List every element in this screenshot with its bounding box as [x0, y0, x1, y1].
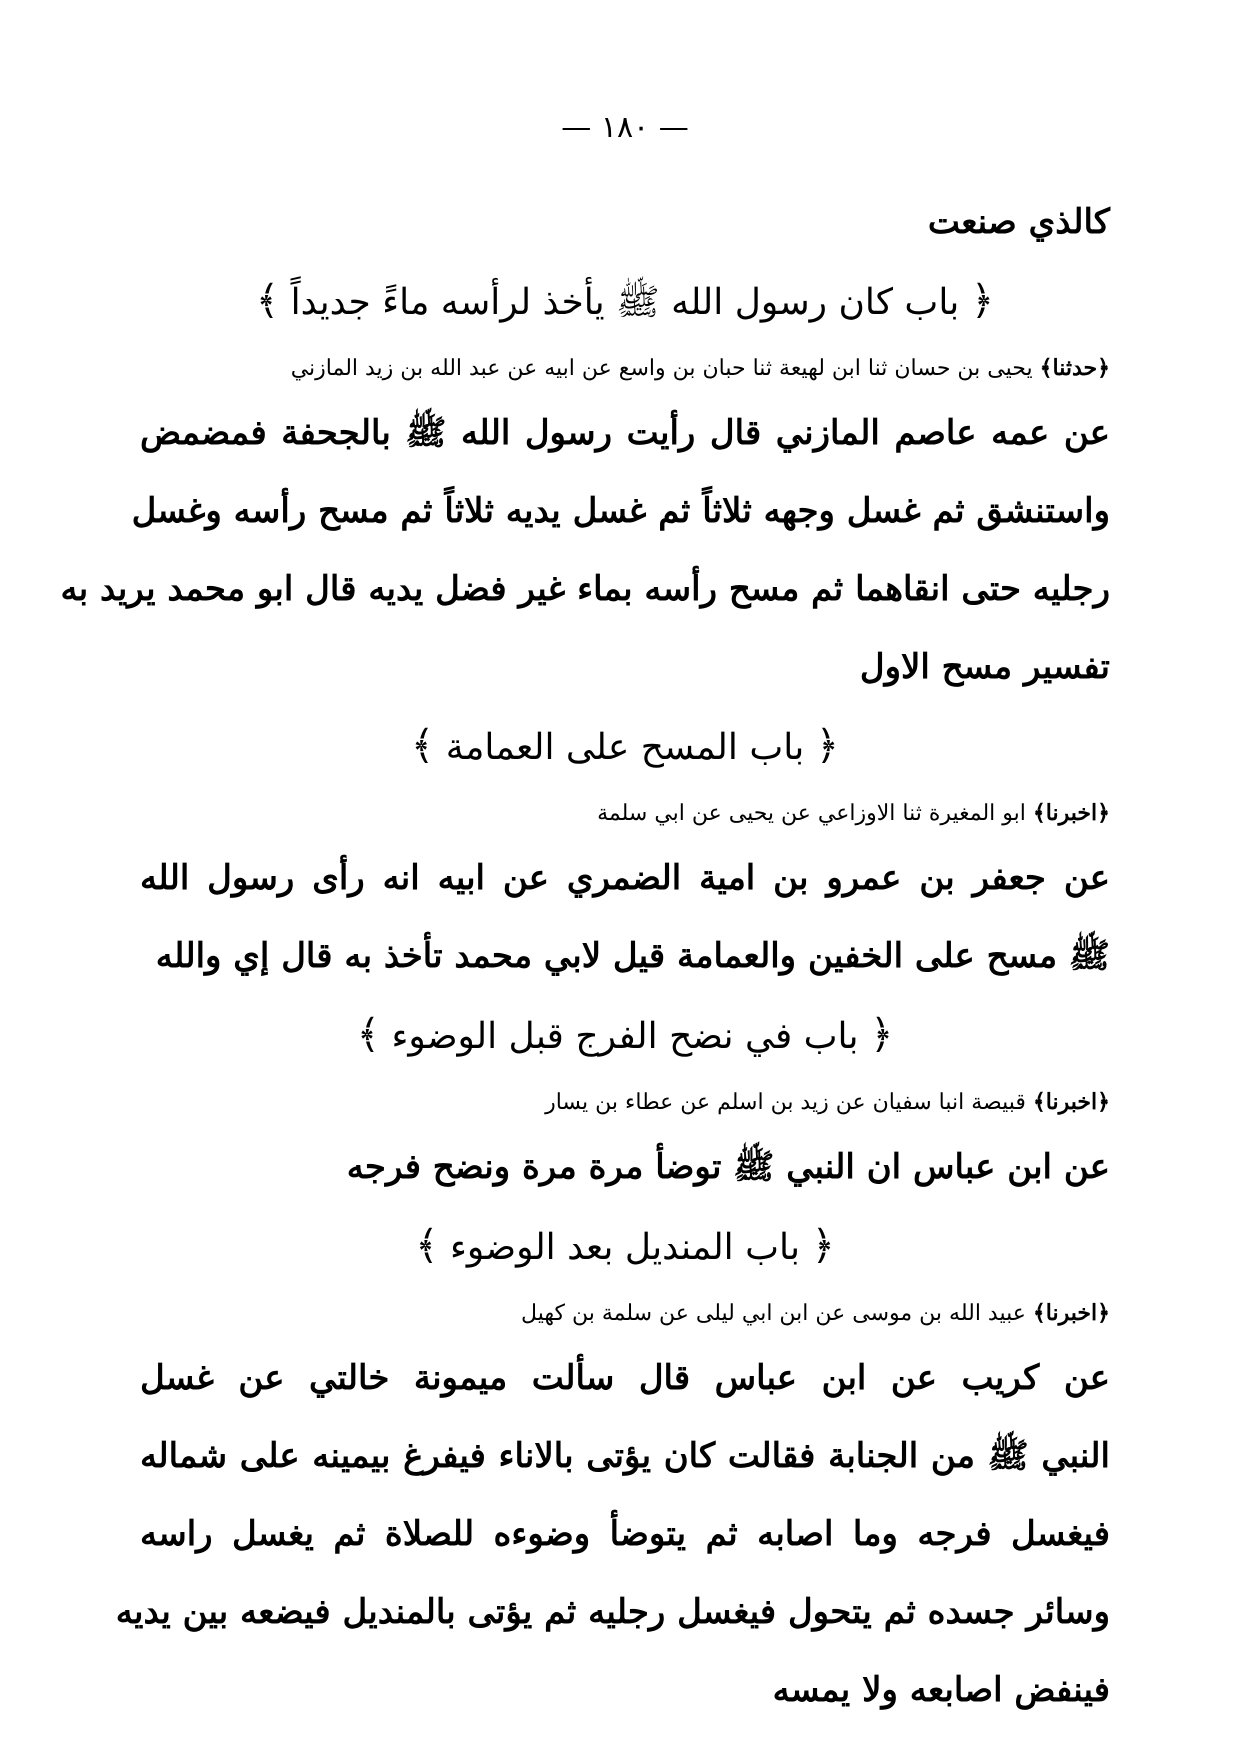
hadith-text-line: تفسير مسح الاول — [859, 647, 1110, 687]
isnad-label: اخبرنا — [1045, 1300, 1098, 1326]
hadith-text-line: واستنشق ثم غسل وجهه ثلاثاً ثم غسل يديه ثلاثاً ثم مسح رأسه وغسل — [131, 491, 1110, 531]
hadith-text-line: النبي ﷺ من الجنابة فقالت كان يؤتى بالاناء فيفرغ بيمينه على شماله — [140, 1436, 1110, 1476]
chapter-title-text: باب في نضح الفرج قبل الوضوء — [391, 1016, 859, 1057]
isnad-line — [140, 1288, 1110, 1339]
ornate-bracket-close: ﴾ — [255, 278, 280, 324]
ornate-bracket-close: ﴾ — [410, 723, 435, 769]
isnad-text: قبيصة انبا سفيان عن زيد بن اسلم عن عطاء بن يسار — [545, 1090, 1026, 1115]
isnad-line — [140, 788, 1110, 839]
ornate-bracket-open: ﴿ — [970, 278, 995, 324]
isnad-bracket-open: ﴿ — [1097, 355, 1110, 381]
sections-container — [60, 261, 1110, 1729]
hadith-text-line: عن كريب عن ابن عباس قال سألت ميمونة خالتي عن غسل — [140, 1358, 1110, 1398]
ornate-bracket-open: ﴿ — [811, 1223, 835, 1269]
chapter-title — [140, 1206, 1110, 1288]
isnad-bracket-close: ﴾ — [1032, 800, 1046, 826]
ornate-bracket-close: ﴾ — [356, 1012, 380, 1058]
chapter-title — [140, 995, 1110, 1077]
hadith-text-line: فيغسل فرجه وما اصابه ثم يتوضأ وضوءه للصلاة ثم يغسل راسه — [140, 1514, 1110, 1554]
hadith-text-line: عن عمه عاصم المازني قال رأيت رسول الله ﷺ بالجحفة فمضمض — [140, 413, 1110, 453]
chapter-title-text: باب كان رسول الله ﷺ يأخذ لرأسه ماءً جديداً — [290, 282, 960, 323]
hadith-text-line: رجليه حتى انقاهما ثم مسح رأسه بماء غير فضل يديه قال ابو محمد يريد به — [60, 569, 1110, 609]
continuation-text: كالذي صنعت — [927, 202, 1110, 242]
isnad-bracket-close: ﴾ — [1039, 355, 1053, 381]
ornate-bracket-open: ﴿ — [815, 723, 840, 769]
ornate-bracket-open: ﴿ — [869, 1012, 894, 1058]
isnad-label: حدثنا — [1052, 355, 1098, 381]
isnad-bracket-open: ﴿ — [1097, 1089, 1110, 1115]
hadith-text-line: فينفض اصابعه ولا يمسه — [772, 1670, 1110, 1710]
chapter-title-text: باب المسح على العمامة — [445, 727, 805, 768]
isnad-line — [140, 343, 1110, 394]
isnad-text: عبيد الله بن موسى عن ابن ابي ليلى عن سلمة بن كهيل — [521, 1301, 1026, 1326]
isnad-text: ابو المغيرة ثنا الاوزاعي عن يحيى عن ابي سلمة — [597, 801, 1026, 826]
isnad-text: يحيى بن حسان ثنا ابن لهيعة ثنا حبان بن واسع عن ابيه عن عبد الله بن زيد المازني — [290, 356, 1033, 381]
isnad-line — [140, 1077, 1110, 1128]
hadith-text-line: ﷺ مسح على الخفين والعمامة قيل لابي محمد تأخذ به قال إي والله — [155, 936, 1110, 976]
isnad-bracket-open: ﴿ — [1097, 1300, 1110, 1326]
chapter-title — [140, 261, 1110, 343]
hadith-text-line: عن ابن عباس ان النبي ﷺ توضأ مرة مرة ونضح فرجه — [346, 1147, 1110, 1187]
isnad-bracket-close: ﴾ — [1032, 1089, 1046, 1115]
isnad-label: اخبرنا — [1045, 800, 1098, 826]
page-number: — ١٨٠ — — [561, 110, 689, 145]
hadith-text-line: عن جعفر بن عمرو بن امية الضمري عن ابيه انه رأى رسول الله — [140, 858, 1110, 898]
hadith-text-line: وسائر جسده ثم يتحول فيغسل رجليه ثم يؤتى بالمنديل فيضعه بين يديه — [115, 1592, 1110, 1632]
chapter-title-text: باب المنديل بعد الوضوء — [450, 1227, 800, 1268]
chapter-title — [140, 706, 1110, 788]
isnad-label: اخبرنا — [1045, 1089, 1098, 1115]
isnad-bracket-close: ﴾ — [1032, 1300, 1046, 1326]
ornate-bracket-close: ﴾ — [415, 1223, 439, 1269]
isnad-bracket-open: ﴿ — [1097, 800, 1110, 826]
